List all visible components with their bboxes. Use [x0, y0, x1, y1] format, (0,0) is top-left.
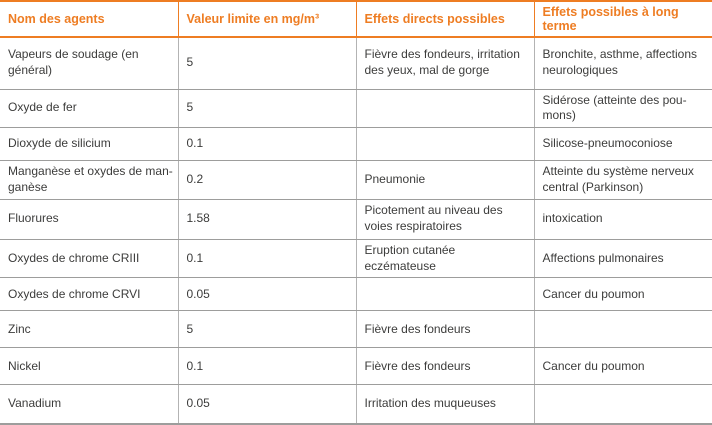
col-header-limit-value: Valeur limite en mg/m³: [178, 1, 356, 37]
cell-agent: Zinc: [0, 311, 178, 348]
cell-direct-effects: Fièvre des fondeurs: [356, 311, 534, 348]
cell-limit: 0.1: [178, 239, 356, 278]
col-header-agent-name: Nom des agents: [0, 1, 178, 37]
table-row: [0, 128, 712, 161]
table-row: [0, 239, 712, 278]
table-row: [0, 89, 712, 128]
cell-long-term-effects: intoxication: [534, 199, 712, 239]
table-row: [0, 385, 712, 424]
cell-agent: Nickel: [0, 348, 178, 385]
cell-limit: 5: [178, 37, 356, 89]
cell-long-term-effects: Affections pulmonaires: [534, 239, 712, 278]
table-row: [0, 278, 712, 311]
cell-limit: 1.58: [178, 199, 356, 239]
cell-limit: 0.05: [178, 385, 356, 424]
table-header: [0, 1, 712, 37]
cell-limit: 0.2: [178, 161, 356, 200]
col-header-long-term-effects: Effets possibles à long terme: [534, 1, 712, 37]
cell-limit: 0.05: [178, 278, 356, 311]
table-row: [0, 348, 712, 385]
cell-direct-effects: Fièvre des fondeurs, irritation des yeux, mal de gorge: [356, 37, 534, 89]
table-body: [0, 37, 712, 424]
cell-agent: Oxydes de chrome CRVI: [0, 278, 178, 311]
cell-direct-effects: Irritation des muqueuses: [356, 385, 534, 424]
table-row: [0, 199, 712, 239]
cell-long-term-effects: Bronchite, asthme, affections neurologiques: [534, 37, 712, 89]
cell-agent: Oxyde de fer: [0, 89, 178, 128]
cell-agent: Vapeurs de soudage (en général): [0, 37, 178, 89]
cell-long-term-effects: Sidérose (atteinte des pou-mons): [534, 89, 712, 128]
cell-limit: 0.1: [178, 348, 356, 385]
table-row: [0, 161, 712, 200]
cell-limit: 5: [178, 311, 356, 348]
cell-agent: Dioxyde de silicium: [0, 128, 178, 161]
header-row: [0, 1, 712, 37]
cell-long-term-effects: Silicose-pneumoconiose: [534, 128, 712, 161]
cell-direct-effects: Picotement au niveau des voies respiratoires: [356, 199, 534, 239]
cell-direct-effects: Eruption cutanée eczémateuse: [356, 239, 534, 278]
cell-limit: 0.1: [178, 128, 356, 161]
col-header-direct-effects: Effets directs possibles: [356, 1, 534, 37]
cell-direct-effects: [356, 128, 534, 161]
cell-limit: 5: [178, 89, 356, 128]
cell-long-term-effects: Cancer du poumon: [534, 348, 712, 385]
table-row: [0, 311, 712, 348]
cell-long-term-effects: Atteinte du système nerveux central (Parkinson): [534, 161, 712, 200]
cell-agent: Manganèse et oxydes de man-ganèse: [0, 161, 178, 200]
cell-direct-effects: Pneumonie: [356, 161, 534, 200]
cell-agent: Oxydes de chrome CRIII: [0, 239, 178, 278]
table-row: [0, 37, 712, 89]
cell-agent: Fluorures: [0, 199, 178, 239]
cell-agent: Vanadium: [0, 385, 178, 424]
cell-long-term-effects: Cancer du poumon: [534, 278, 712, 311]
cell-direct-effects: [356, 89, 534, 128]
cell-direct-effects: Fièvre des fondeurs: [356, 348, 534, 385]
cell-long-term-effects: [534, 385, 712, 424]
cell-long-term-effects: [534, 311, 712, 348]
cell-direct-effects: [356, 278, 534, 311]
